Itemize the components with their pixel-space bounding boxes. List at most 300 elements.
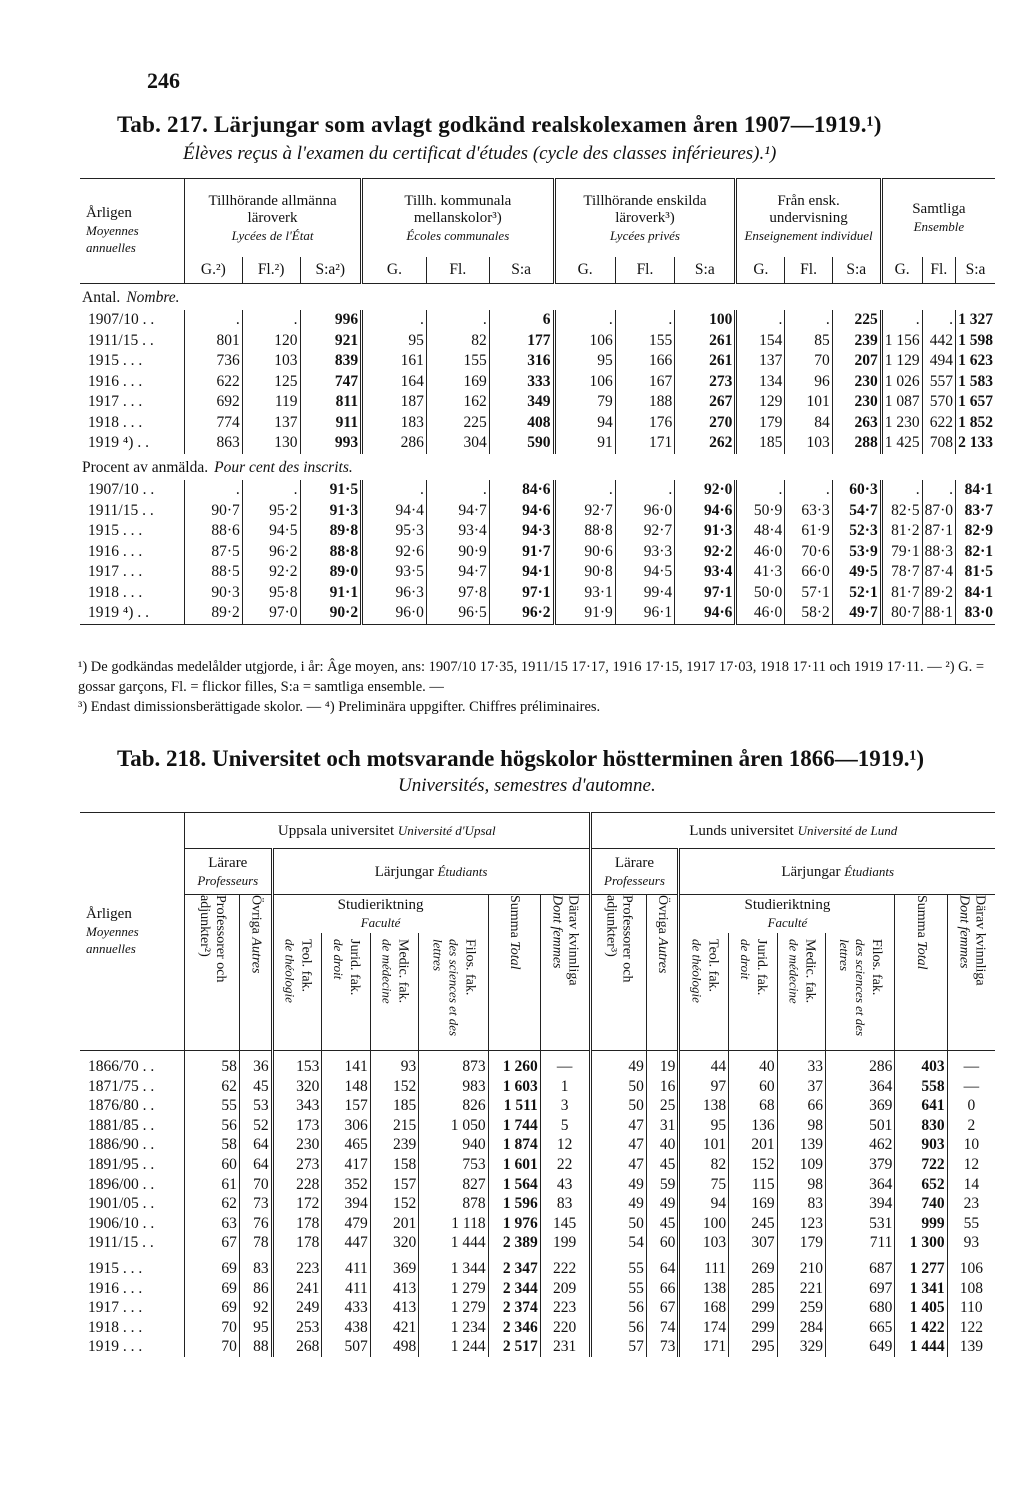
table-cell: 89·0 [300, 562, 362, 583]
col-label-sv: Medic. fak. [395, 938, 411, 1004]
col-fem [540, 895, 590, 1051]
sub-header: Fl. [785, 257, 832, 283]
col-label [247, 895, 263, 1045]
table-cell: 87·1 [922, 521, 955, 542]
table-cell: 268 [272, 1337, 322, 1357]
students-label-fr: Étudiants [437, 863, 488, 879]
table-cell: . [615, 480, 674, 501]
table-cell: 1 118 [419, 1214, 488, 1234]
table-cell: . [785, 480, 832, 501]
table-cell: 96·1 [615, 603, 674, 624]
table-cell: 171 [679, 1337, 729, 1357]
faculty-label-fr: Faculté [767, 914, 808, 930]
table-cell: 63 [185, 1214, 240, 1234]
table-cell: 531 [826, 1214, 895, 1234]
table-cell: 207 [832, 351, 881, 372]
table-cell: 69 [185, 1279, 240, 1299]
table-row [80, 1214, 995, 1234]
table-cell: 46·0 [736, 542, 785, 563]
group-header-1 [185, 179, 362, 258]
table-cell: 93 [947, 1233, 995, 1253]
table-cell: 921 [300, 331, 362, 352]
table-cell: 50 [590, 1096, 646, 1116]
table-cell: 93·3 [615, 542, 674, 563]
table-cell: 69 [185, 1253, 240, 1279]
table-cell: 231 [540, 1337, 590, 1357]
table-cell: 70 [785, 351, 832, 372]
group-label-fr: Lycées de l'État [231, 227, 314, 243]
table-cell: 225 [832, 310, 881, 331]
table-cell: 137 [736, 351, 785, 372]
table-cell: 41·3 [736, 562, 785, 583]
table-cell: 58 [185, 1051, 240, 1077]
faculty-label: Studieriktning [744, 896, 831, 913]
table-cell: 49 [590, 1051, 646, 1077]
table-cell: 641 [895, 1096, 947, 1116]
table-cell: 47 [590, 1155, 646, 1175]
table-cell: . [362, 480, 427, 501]
table-row [80, 542, 995, 563]
table-cell: 92·7 [554, 501, 615, 522]
col-sum [488, 895, 540, 1051]
table-cell: 83 [239, 1253, 272, 1279]
table-cell: 173 [272, 1116, 322, 1136]
table-cell: 286 [362, 433, 427, 454]
table-cell: 97 [679, 1077, 729, 1097]
col-label [549, 895, 581, 1045]
table-cell: 88 [239, 1337, 272, 1357]
table-row [80, 1279, 995, 1299]
table-cell: 57·1 [785, 583, 832, 604]
table-cell: 1 300 [895, 1233, 947, 1253]
table-cell: 85 [785, 331, 832, 352]
table-cell: 37 [777, 1077, 825, 1097]
group-label: Tillhörande enskilda läroverk³) [583, 192, 707, 226]
table-cell: 98 [777, 1116, 825, 1136]
table-cell: 82 [426, 331, 489, 352]
table-cell: 98 [777, 1175, 825, 1195]
table-cell: 22 [540, 1155, 590, 1175]
table-cell: 2 389 [488, 1233, 540, 1253]
sub-header: G. [554, 257, 615, 283]
table-cell: 273 [675, 372, 736, 393]
table-cell: 134 [736, 372, 785, 393]
group-label-fr: Lycées privés [609, 227, 680, 243]
col-label-fr: Total [507, 941, 523, 970]
table-cell: 1 976 [488, 1214, 540, 1234]
table-cell: 139 [777, 1135, 825, 1155]
table-cell: 223 [272, 1253, 322, 1279]
table-cell: 49 [590, 1175, 646, 1195]
row-year: 1915 . . . [88, 352, 143, 369]
table-row [80, 501, 995, 522]
section-row-counts [80, 283, 995, 310]
col-label-fr: Total [914, 941, 930, 970]
col-label-sv: Övriga [248, 895, 264, 934]
table-cell: 284 [777, 1318, 825, 1338]
table-cell: 6 [489, 310, 554, 331]
table-cell: 89·2 [922, 583, 955, 604]
table-cell: . [185, 480, 243, 501]
col-label-sv: Teol. fak. [298, 938, 314, 993]
table-cell: 89·2 [185, 603, 243, 624]
table-cell: 557 [922, 372, 955, 393]
col-label-sv: Jurid. fak. [347, 938, 363, 996]
table-cell: 94·7 [426, 501, 489, 522]
table-cell: 103 [679, 1233, 729, 1253]
table-cell: 167 [615, 372, 674, 393]
table-cell: 940 [419, 1135, 488, 1155]
table-cell: 174 [679, 1318, 729, 1338]
table-cell: 84·6 [489, 480, 554, 501]
table-cell: 84 [785, 413, 832, 434]
row-year: 1918 . . . [88, 583, 143, 601]
table-cell: 153 [272, 1051, 322, 1077]
table-cell: 201 [370, 1214, 418, 1234]
col-label [955, 895, 987, 1045]
row-year: 1918 . . . [88, 413, 143, 431]
row-year: 1919 ⁴) . . [88, 434, 149, 451]
table-row [80, 1337, 995, 1357]
faculty-label-fr: Faculté [360, 914, 401, 930]
col-label-fr: des sciences et des lettres [430, 938, 462, 1037]
table-cell: 88·5 [185, 562, 243, 583]
table-cell: 903 [895, 1135, 947, 1155]
table-cell: 82·9 [956, 521, 995, 542]
table-cell: 123 [777, 1214, 825, 1234]
col-label [330, 939, 362, 1039]
col-label-sv: Därav kvinnliga [565, 895, 581, 986]
col-label-fr: Dont femmes [956, 895, 972, 969]
table-cell: 168 [679, 1298, 729, 1318]
table-cell: 1 874 [488, 1135, 540, 1155]
table-cell: 183 [362, 413, 427, 434]
col-label-fr: de théologie [689, 938, 705, 1003]
faculty-label: Studieriktning [337, 896, 424, 913]
table-cell: 155 [426, 351, 489, 372]
table-cell: 1 852 [956, 413, 995, 434]
sub-header: S:a²) [300, 257, 362, 283]
table-cell: 96·2 [489, 603, 554, 624]
col-label-fr: Dont femmes [549, 895, 565, 969]
table-row [80, 1135, 995, 1155]
table-cell: 46·0 [736, 603, 785, 624]
col-prof-lund [590, 895, 646, 1051]
table-cell: 94·6 [489, 501, 554, 522]
uppsala-teachers-header [185, 849, 273, 895]
lund-teachers-header [590, 849, 679, 895]
table-cell: 1 230 [881, 413, 922, 434]
table-cell: . [736, 310, 785, 331]
table-cell: 185 [736, 433, 785, 454]
table-cell: 179 [777, 1233, 825, 1253]
table-cell: 96·5 [426, 603, 489, 624]
table-cell: 103 [785, 433, 832, 454]
table-cell: 1 405 [895, 1298, 947, 1318]
table-cell: 329 [777, 1337, 825, 1357]
table-cell: 62 [185, 1077, 240, 1097]
table-cell: 19 [646, 1051, 679, 1077]
col-label-fr: des sciences et des lettres [837, 938, 869, 1037]
col-fil [419, 933, 488, 1051]
table-cell: 411 [322, 1253, 370, 1279]
row-year: 1919 . . . [88, 1338, 143, 1356]
lund-label-fr: Université de Lund [797, 822, 898, 838]
table-cell: 1 596 [488, 1194, 540, 1214]
table-cell: 753 [419, 1155, 488, 1175]
table-cell: 58 [185, 1135, 240, 1155]
table-cell: 73 [646, 1337, 679, 1357]
col-label-fr: de droit [737, 938, 753, 980]
table-cell: 201 [729, 1135, 777, 1155]
table-cell: 498 [370, 1337, 418, 1357]
tab217-table [80, 178, 995, 625]
table-cell: 87·4 [922, 562, 955, 583]
table-cell: 138 [679, 1279, 729, 1299]
table-row [80, 1318, 995, 1338]
table-cell: 87·0 [922, 501, 955, 522]
table-cell: 92·2 [675, 542, 736, 563]
table-cell: 33 [777, 1051, 825, 1077]
table-cell: 270 [675, 413, 736, 434]
table-row [80, 413, 995, 434]
table-cell: . [881, 310, 922, 331]
table-cell: 2 346 [488, 1318, 540, 1338]
col-label [506, 895, 522, 1045]
col-label-fr: de théologie [282, 938, 298, 1003]
faculty-header [272, 895, 488, 933]
table-cell: 223 [540, 1298, 590, 1318]
table-cell: 1 422 [895, 1318, 947, 1338]
section-label-sv: Antal. [82, 288, 121, 306]
table-cell: 49 [646, 1194, 679, 1214]
table-cell: 369 [826, 1096, 895, 1116]
group-label: Tillh. kommunala mellanskolor³) [404, 192, 512, 226]
table-cell: 299 [729, 1298, 777, 1318]
table-cell: 413 [370, 1279, 418, 1299]
tab217-subtitle: Élèves reçus à l'examen du certificat d'études (cycle des classes inférieures).¹) [183, 143, 777, 164]
sub-header: G. [362, 257, 427, 283]
table-cell: 2 344 [488, 1279, 540, 1299]
table-cell: 58·2 [785, 603, 832, 624]
group-label-fr: Ensemble [913, 219, 965, 234]
lund-students-header [679, 849, 995, 895]
table-cell: 178 [272, 1214, 322, 1234]
table-row [80, 562, 995, 583]
table-cell: 210 [777, 1253, 825, 1279]
table-cell: 91·9 [554, 603, 615, 624]
table-cell: 185 [370, 1096, 418, 1116]
col-label-sv: Filos. fak. [462, 938, 478, 996]
table-cell: 94·7 [426, 562, 489, 583]
table-cell: 570 [922, 392, 955, 413]
table-cell: 54·7 [832, 501, 881, 522]
uppsala-label-fr: Université d'Upsal [397, 822, 496, 838]
table-cell: 2 [947, 1116, 995, 1136]
table-cell: 119 [242, 392, 300, 413]
row-year: 1916 . . . [88, 542, 143, 560]
sub-header: S:a [832, 257, 881, 283]
table-cell: 101 [785, 392, 832, 413]
table-cell: 88·3 [922, 542, 955, 563]
table-cell: 45 [646, 1155, 679, 1175]
table-cell: 622 [185, 372, 243, 393]
table-cell: 79 [554, 392, 615, 413]
table-cell: 97·1 [489, 583, 554, 604]
table-row [80, 1194, 995, 1214]
table-cell: 5 [540, 1116, 590, 1136]
row-year: 1871/75 . . [88, 1077, 155, 1095]
table-cell: 878 [419, 1194, 488, 1214]
table-cell: 91·5 [300, 480, 362, 501]
table-cell: 215 [370, 1116, 418, 1136]
table-cell: 66·0 [785, 562, 832, 583]
table-cell: 230 [832, 392, 881, 413]
table-cell: 23 [947, 1194, 995, 1214]
table-row [80, 1155, 995, 1175]
row-year: 1919 ⁴) . . [80, 603, 185, 624]
row-year: 1911/15 . . [88, 331, 154, 349]
col-label [913, 895, 929, 1045]
row-year: 1915 . . . [88, 522, 143, 539]
row-year: 1891/95 . . [88, 1155, 155, 1173]
table-cell: 12 [540, 1135, 590, 1155]
table-cell: 74 [646, 1318, 679, 1338]
table-cell: 92·0 [675, 480, 736, 501]
table-row [80, 480, 995, 501]
table-cell: 83·0 [956, 603, 995, 624]
table-cell: 100 [675, 310, 736, 331]
col-label-sv: Summa [914, 895, 930, 938]
table-cell: 84·1 [956, 480, 995, 501]
table-cell: 176 [615, 413, 674, 434]
table-cell: 1 444 [419, 1233, 488, 1253]
uppsala-label: Uppsala universitet [277, 822, 395, 839]
table-cell: . [881, 480, 922, 501]
table-cell: 261 [675, 331, 736, 352]
table-cell: 417 [322, 1155, 370, 1175]
table-cell: 154 [736, 331, 785, 352]
tab218-table [80, 812, 995, 1357]
col-label [654, 895, 670, 1045]
table-cell: 172 [272, 1194, 322, 1214]
table-cell: 169 [729, 1194, 777, 1214]
table-cell: 94 [679, 1194, 729, 1214]
table-cell: 45 [239, 1077, 272, 1097]
table-cell: 1 344 [419, 1253, 488, 1279]
table-cell: 56 [185, 1116, 240, 1136]
section-label [80, 283, 995, 310]
section-label-sv: Procent av anmälda. [82, 458, 209, 476]
table-cell: 95 [362, 331, 427, 352]
table-cell: 95·8 [242, 583, 300, 604]
table-cell: 47 [590, 1116, 646, 1136]
table-cell: 108 [947, 1279, 995, 1299]
table-cell: 95 [554, 351, 615, 372]
table-cell: 306 [322, 1116, 370, 1136]
lund-header [590, 813, 995, 849]
row-year: 1907/10 . . [88, 311, 155, 328]
table-cell: 394 [322, 1194, 370, 1214]
section-row-percents [80, 454, 995, 481]
table-cell: 95·2 [242, 501, 300, 522]
table-cell: 100 [679, 1214, 729, 1234]
table-cell: 171 [615, 433, 674, 454]
table-cell: 90·9 [426, 542, 489, 563]
table-cell: 447 [322, 1233, 370, 1253]
uppsala-header [185, 813, 591, 849]
table-cell: 64 [239, 1155, 272, 1175]
row-year: 1911/15 . . [88, 1234, 154, 1252]
table-cell: 364 [826, 1077, 895, 1097]
table-cell: 10 [947, 1135, 995, 1155]
table-cell: 40 [646, 1135, 679, 1155]
teachers-label-fr: Professeurs [197, 872, 259, 888]
table-cell: 80·7 [881, 603, 922, 624]
table-cell: 92 [239, 1298, 272, 1318]
table-cell: 158 [370, 1155, 418, 1175]
table-cell: 82·1 [956, 542, 995, 563]
table-cell: 52·3 [832, 521, 881, 542]
table-cell: 157 [370, 1175, 418, 1195]
group-label: Från ensk. undervisning [769, 192, 848, 226]
table-cell: 97·1 [675, 583, 736, 604]
table-cell: 1 601 [488, 1155, 540, 1175]
table-cell: 66 [646, 1279, 679, 1299]
col-jur [322, 933, 370, 1051]
table-cell: 88·6 [185, 521, 243, 542]
row-year: 1907/10 . . [88, 481, 155, 498]
row-year: 1917 . . . [88, 393, 143, 410]
table-cell: 187 [362, 392, 427, 413]
table-cell: 2 347 [488, 1253, 540, 1279]
table-cell: 225 [426, 413, 489, 434]
sub-header: Fl. [615, 257, 674, 283]
table-cell: 295 [729, 1337, 777, 1357]
col-med-lund [777, 933, 825, 1051]
col-label [378, 939, 410, 1039]
table-cell: 801 [185, 331, 243, 352]
table-cell: 697 [826, 1279, 895, 1299]
section-label-fr: Pour cent des inscrits. [214, 458, 353, 476]
table-cell: 88·8 [300, 542, 362, 563]
table-cell: 249 [272, 1298, 322, 1318]
tab218-title: Tab. 218. Universitet och motsvarande högskolor höstterminen åren 1866—1919.¹) [117, 746, 924, 771]
table-cell: 1 260 [488, 1051, 540, 1077]
table-cell: 78·7 [881, 562, 922, 583]
table-cell: . [185, 310, 243, 331]
table-cell: . [785, 310, 832, 331]
col-label-sv: Medic. fak. [802, 938, 818, 1004]
table-cell: 148 [322, 1077, 370, 1097]
year-label: Årligen [86, 906, 132, 922]
table-cell: 652 [895, 1175, 947, 1195]
table-cell: 267 [675, 392, 736, 413]
table-cell: 106 [554, 331, 615, 352]
table-cell: 93 [370, 1051, 418, 1077]
table-cell: 84·1 [956, 583, 995, 604]
table-cell: 25 [646, 1096, 679, 1116]
table-row [80, 331, 995, 352]
table-cell: 161 [362, 351, 427, 372]
row-year: 1901/05 . . [88, 1195, 155, 1213]
table-cell: 138 [679, 1096, 729, 1116]
table-cell: 93·4 [675, 562, 736, 583]
page-number: 246 [147, 68, 180, 93]
table-row [80, 1175, 995, 1195]
row-year: 1876/80 . . [88, 1097, 155, 1115]
table-cell: 75 [679, 1175, 729, 1195]
